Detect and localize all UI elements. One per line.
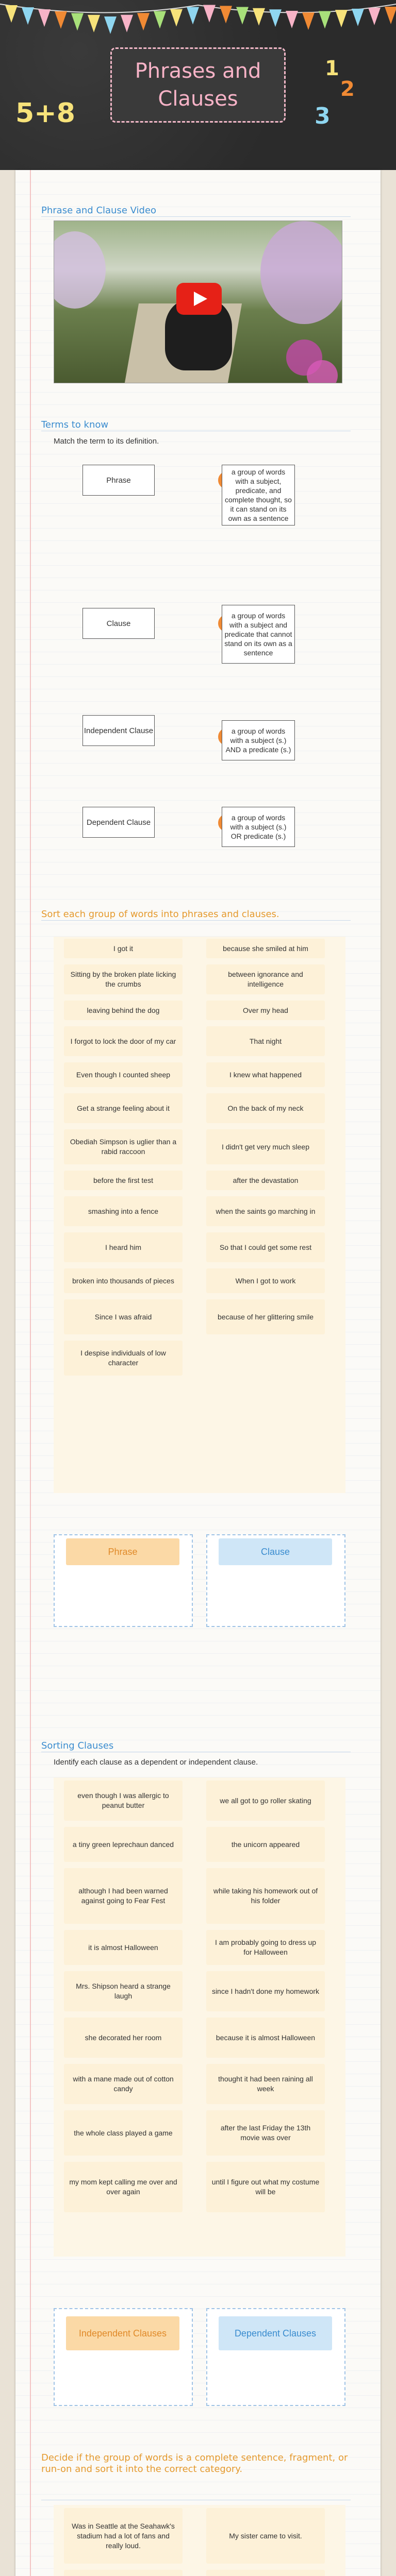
chalk-number-1: 1 bbox=[325, 57, 339, 80]
sort-card[interactable]: I am probably going to dress up for Halloween bbox=[206, 1930, 325, 1965]
bunting-flag bbox=[352, 9, 364, 26]
bunting-flag bbox=[88, 15, 100, 32]
bunting-decoration bbox=[0, 0, 396, 46]
sort-card[interactable]: Sitting by the broken plate licking the crumbs bbox=[64, 964, 183, 994]
bunting-flag bbox=[319, 11, 331, 28]
sort-card[interactable]: Since I was afraid bbox=[64, 1299, 183, 1334]
sort-card[interactable]: because she smiled at him bbox=[206, 939, 325, 958]
bunting-flag bbox=[302, 12, 315, 30]
sort-card[interactable]: with a mane made out of cotton candy bbox=[64, 2064, 183, 2104]
sort-card[interactable]: Even though I counted sheep bbox=[64, 1062, 183, 1087]
sort-card[interactable]: Get a strange feeling about it bbox=[64, 1093, 183, 1123]
terms-section-title: Terms to know bbox=[41, 419, 109, 430]
bunting-flag bbox=[368, 8, 381, 25]
clause-instruction: Identify each clause as a dependent or independent clause. bbox=[54, 1758, 258, 1767]
sort-card[interactable]: Obediah Simpson is uglier than a rabid raccoon bbox=[64, 1129, 183, 1164]
sort-card[interactable]: Mrs. Shipson heard a strange laugh bbox=[64, 1971, 183, 2011]
video-player[interactable] bbox=[54, 221, 342, 383]
sort-card[interactable]: My sister came to visit. bbox=[206, 2508, 325, 2564]
sort-card[interactable]: because of her glittering smile bbox=[206, 1299, 325, 1334]
sort-card[interactable]: I got it bbox=[64, 939, 183, 958]
bunting-flag bbox=[220, 6, 232, 23]
terms-instruction: Match the term to its definition. bbox=[54, 437, 159, 446]
sort-card[interactable]: I despise individuals of low character bbox=[64, 1341, 183, 1376]
independent-bin-label: Independent Clauses bbox=[66, 2316, 179, 2350]
phrase-bin-label: Phrase bbox=[66, 1538, 179, 1565]
bunting-flag bbox=[71, 13, 84, 31]
definition-1[interactable]: a group of words with a subject, predicate, and complete thought, so it can stand on its own as a sentence bbox=[222, 465, 295, 526]
definition-4[interactable]: a group of words with a subject (s.) OR predicate (s.) bbox=[222, 807, 295, 847]
sort-card[interactable]: while taking his homework out of his folder bbox=[206, 1868, 325, 1924]
sort-card[interactable]: although I had been warned against going to Fear Fest bbox=[64, 1868, 183, 1924]
sort-section-title: Sort each group of words into phrases and clauses. bbox=[41, 909, 279, 920]
page-title-line-1: Phrases and bbox=[135, 59, 261, 83]
sort-card[interactable]: my mom kept calling me over and over again bbox=[64, 2162, 183, 2212]
sort-card[interactable] bbox=[64, 2570, 183, 2576]
divider bbox=[41, 216, 351, 217]
sort-card[interactable]: a tiny green leprechaun danced bbox=[64, 1827, 183, 1862]
bunting-flag bbox=[137, 13, 150, 30]
chalk-number-3: 3 bbox=[315, 103, 331, 129]
bunting-flag bbox=[269, 9, 282, 27]
sort-card[interactable]: after the last Friday the 13th movie was over bbox=[206, 2110, 325, 2156]
term-independent-clause[interactable]: Independent Clause bbox=[82, 715, 155, 746]
sort-card[interactable]: until I figure out what my costume will be bbox=[206, 2162, 325, 2212]
sort-card[interactable]: even though I was allergic to peanut butter bbox=[64, 1781, 183, 1821]
sort-card[interactable]: we all got to go roller skating bbox=[206, 1781, 325, 1821]
bunting-flag bbox=[286, 11, 298, 28]
sort-card[interactable]: I didn't get very much sleep bbox=[206, 1129, 325, 1164]
page-title-box bbox=[110, 47, 286, 123]
definition-2[interactable]: a group of words with a subject and predicate that cannot stand on its own as a sentence bbox=[222, 605, 295, 664]
sort-card[interactable]: leaving behind the dog bbox=[64, 1001, 183, 1020]
clause-section-title: Sorting Clauses bbox=[41, 1740, 114, 1751]
bunting-flag bbox=[335, 10, 348, 27]
chalk-equation: 5+8 bbox=[15, 98, 75, 129]
sort-card[interactable]: I knew what happened bbox=[206, 1062, 325, 1087]
term-clause[interactable]: Clause bbox=[82, 608, 155, 639]
sort-card[interactable]: after the devastation bbox=[206, 1171, 325, 1190]
sort-card[interactable]: When I got to work bbox=[206, 1268, 325, 1293]
video-thumbnail-blossom bbox=[54, 231, 106, 309]
sort-card[interactable]: On the back of my neck bbox=[206, 1093, 325, 1123]
chalkboard-header bbox=[0, 0, 396, 170]
definition-3[interactable]: a group of words with a subject (s.) AND a predicate (s.) bbox=[222, 720, 295, 760]
bunting-flag bbox=[154, 11, 166, 29]
sentence-section-title: Decide if the group of words is a complete sentence, fragment, or run-on and sort it into the correct category. bbox=[41, 2452, 348, 2475]
divider bbox=[41, 920, 351, 921]
term-dependent-clause[interactable]: Dependent Clause bbox=[82, 807, 155, 838]
video-thumbnail-blossom bbox=[260, 221, 342, 324]
sort-card[interactable]: before the first test bbox=[64, 1171, 183, 1190]
sort-card[interactable]: I forgot to lock the door of my car bbox=[64, 1026, 183, 1056]
sort-card[interactable]: I heard him bbox=[64, 1232, 183, 1262]
sort-card[interactable]: the whole class played a game bbox=[64, 2110, 183, 2156]
play-icon[interactable] bbox=[176, 283, 222, 315]
sort-card[interactable]: between ignorance and intelligence bbox=[206, 964, 325, 994]
chalk-number-2: 2 bbox=[340, 77, 355, 101]
video-thumbnail-flower bbox=[307, 360, 338, 383]
video-section-title: Phrase and Clause Video bbox=[41, 205, 157, 216]
sort-card[interactable]: Was in Seattle at the Seahawk's stadium had a lot of fans and really loud. bbox=[64, 2508, 183, 2564]
bunting-flag bbox=[170, 9, 183, 27]
sort-card[interactable]: the unicorn appeared bbox=[206, 1827, 325, 1862]
bunting-flag bbox=[22, 7, 34, 25]
sort-card[interactable]: because it is almost Halloween bbox=[206, 2018, 325, 2058]
sort-card[interactable]: thought it had been raining all week bbox=[206, 2064, 325, 2104]
sort-card[interactable]: broken into thousands of pieces bbox=[64, 1268, 183, 1293]
sort-card[interactable]: smashing into a fence bbox=[64, 1196, 183, 1226]
bunting-flag bbox=[385, 7, 396, 24]
sort-card[interactable]: when the saints go marching in bbox=[206, 1196, 325, 1226]
bunting-flag bbox=[253, 8, 265, 26]
bunting-flag bbox=[104, 16, 117, 34]
sort-card[interactable]: Over my head bbox=[206, 1001, 325, 1020]
bunting-flag bbox=[187, 7, 199, 25]
clause-bin-label: Clause bbox=[219, 1538, 332, 1565]
sort-card[interactable]: That night bbox=[206, 1026, 325, 1056]
bunting-flag bbox=[38, 9, 51, 27]
sort-card[interactable]: it is almost Halloween bbox=[64, 1930, 183, 1965]
bunting-flag bbox=[236, 7, 249, 24]
page-title-line-2: Clauses bbox=[158, 87, 238, 111]
bunting-flag bbox=[203, 5, 216, 22]
term-phrase[interactable]: Phrase bbox=[82, 465, 155, 496]
sort-card[interactable] bbox=[206, 2570, 325, 2576]
bunting-flag bbox=[5, 5, 18, 23]
bunting-flag bbox=[55, 11, 67, 29]
dependent-bin-label: Dependent Clauses bbox=[219, 2316, 332, 2350]
sort-card[interactable]: since I hadn't done my homework bbox=[206, 1971, 325, 2011]
sort-card[interactable]: So that I could get some rest bbox=[206, 1232, 325, 1262]
sort-card[interactable]: she decorated her room bbox=[64, 2018, 183, 2058]
bunting-flag bbox=[121, 15, 133, 32]
